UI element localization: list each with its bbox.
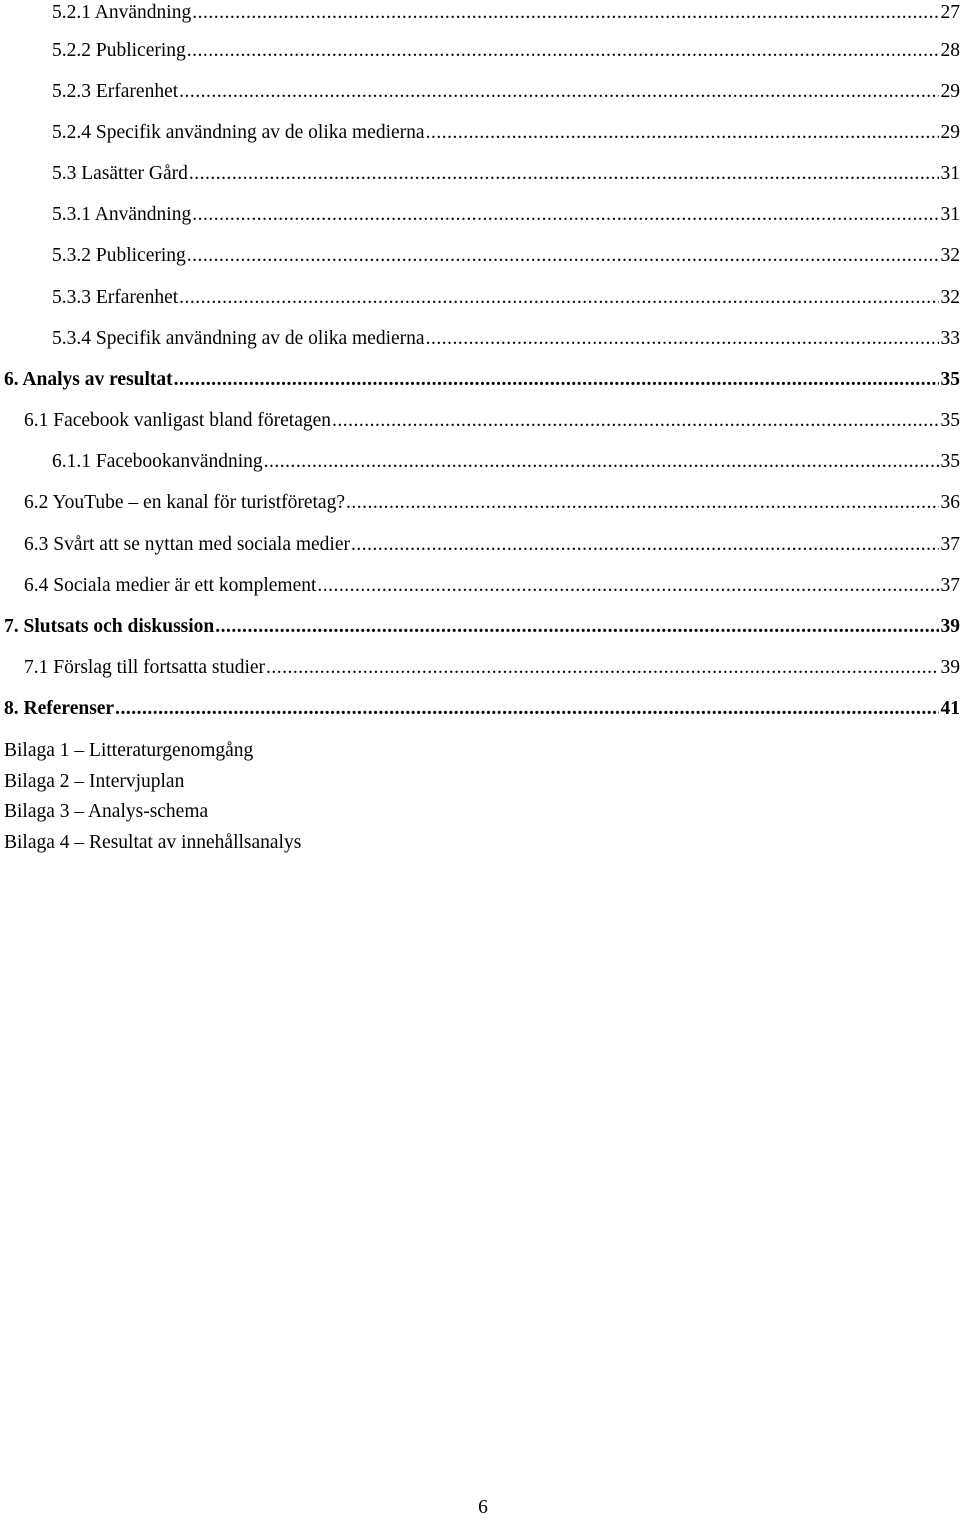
- toc-dot-leader: [351, 532, 939, 558]
- toc-entry[interactable]: [52, 243, 960, 269]
- toc-dot-leader: [187, 243, 939, 269]
- toc-entry-page: 32: [941, 285, 960, 311]
- toc-entry-page: 29: [941, 79, 960, 105]
- toc-entry-title: 6.1.1 Facebookanvändning: [52, 449, 263, 475]
- toc-entry-page: 32: [941, 243, 960, 269]
- toc-dot-leader: [426, 120, 939, 146]
- toc-entry-page: 27: [941, 0, 960, 26]
- toc-entry-title: 7.1 Förslag till fortsatta studier: [24, 655, 265, 681]
- toc-entry-page: 28: [941, 38, 960, 64]
- toc-entry[interactable]: [52, 326, 960, 352]
- toc-dot-leader: [189, 161, 939, 187]
- toc-entry-title: 5.3.2 Publicering: [52, 243, 186, 269]
- appendix-entry: Bilaga 4 – Resultat av innehållsanalys: [4, 830, 301, 856]
- toc-entry[interactable]: [24, 532, 960, 558]
- toc-entry[interactable]: [52, 120, 960, 146]
- toc-dot-leader: [426, 326, 939, 352]
- toc-entry-title: 5.3.4 Specifik användning av de olika medierna: [52, 326, 425, 352]
- toc-entry-title: 5.3.3 Erfarenhet: [52, 285, 178, 311]
- toc-entry-page: 33: [941, 326, 960, 352]
- toc-dot-leader: [317, 573, 938, 599]
- toc-entry-title: 5.2.3 Erfarenhet: [52, 79, 178, 105]
- page-number: 6: [0, 1496, 960, 1520]
- toc-dot-leader: [266, 655, 938, 681]
- appendix-entry: Bilaga 1 – Litteraturgenomgång: [4, 738, 253, 764]
- toc-entry-page: 31: [941, 202, 960, 228]
- toc-entry[interactable]: [24, 490, 960, 516]
- toc-entry-page: 29: [941, 120, 960, 146]
- toc-entry[interactable]: [4, 367, 960, 393]
- toc-dot-leader: [115, 696, 938, 722]
- toc-dot-leader: [332, 408, 938, 434]
- toc-dot-leader: [192, 0, 938, 26]
- toc-entry[interactable]: [52, 38, 960, 64]
- toc-entry-title: 5.2.2 Publicering: [52, 38, 186, 64]
- toc-entry[interactable]: [24, 573, 960, 599]
- toc-entry-page: 39: [941, 655, 960, 681]
- toc-dot-leader: [174, 367, 939, 393]
- toc-entry[interactable]: [4, 614, 960, 640]
- toc-entry[interactable]: [52, 79, 960, 105]
- toc-entry-page: 35: [941, 408, 960, 434]
- toc-entry-title: 5.3.1 Användning: [52, 202, 191, 228]
- toc-entry-title: 6.1 Facebook vanligast bland företagen: [24, 408, 331, 434]
- appendix-entry: Bilaga 2 – Intervjuplan: [4, 769, 184, 795]
- toc-entry-page: 35: [941, 449, 960, 475]
- toc-entry[interactable]: [52, 202, 960, 228]
- toc-entry[interactable]: [52, 449, 960, 475]
- toc-entry-page: 41: [941, 696, 960, 722]
- toc-entry-page: 37: [941, 532, 960, 558]
- toc-entry-title: 6.4 Sociala medier är ett komplement: [24, 573, 316, 599]
- appendix-entry: Bilaga 3 – Analys-schema: [4, 799, 208, 825]
- toc-dot-leader: [187, 38, 939, 64]
- toc-entry-title: 6.3 Svårt att se nyttan med sociala medier: [24, 532, 350, 558]
- toc-entry-page: 37: [941, 573, 960, 599]
- toc-entry[interactable]: [4, 696, 960, 722]
- toc-entry-title: 5.2.1 Användning: [52, 0, 191, 26]
- toc-dot-leader: [264, 449, 939, 475]
- toc-entry-page: 39: [941, 614, 960, 640]
- toc-dot-leader: [179, 79, 938, 105]
- toc-entry-title: 5.2.4 Specifik användning av de olika medierna: [52, 120, 425, 146]
- toc-entry[interactable]: [24, 408, 960, 434]
- toc-entry-title: 6. Analys av resultat: [4, 367, 173, 393]
- toc-entry[interactable]: [52, 0, 960, 26]
- toc-entry-title: 8. Referenser: [4, 696, 114, 722]
- toc-entry[interactable]: [52, 161, 960, 187]
- toc-entry-title: 7. Slutsats och diskussion: [4, 614, 214, 640]
- toc-entry-title: 5.3 Lasätter Gård: [52, 161, 188, 187]
- toc-entry-page: 35: [941, 367, 960, 393]
- toc-entry[interactable]: [24, 655, 960, 681]
- toc-entry-title: 6.2 YouTube – en kanal för turistföretag?: [24, 490, 345, 516]
- toc-entry-page: 31: [941, 161, 960, 187]
- toc-dot-leader: [179, 285, 938, 311]
- toc-dot-leader: [215, 614, 938, 640]
- toc-entry[interactable]: [52, 285, 960, 311]
- toc-dot-leader: [192, 202, 938, 228]
- toc-entry-page: 36: [941, 490, 960, 516]
- toc-dot-leader: [346, 490, 939, 516]
